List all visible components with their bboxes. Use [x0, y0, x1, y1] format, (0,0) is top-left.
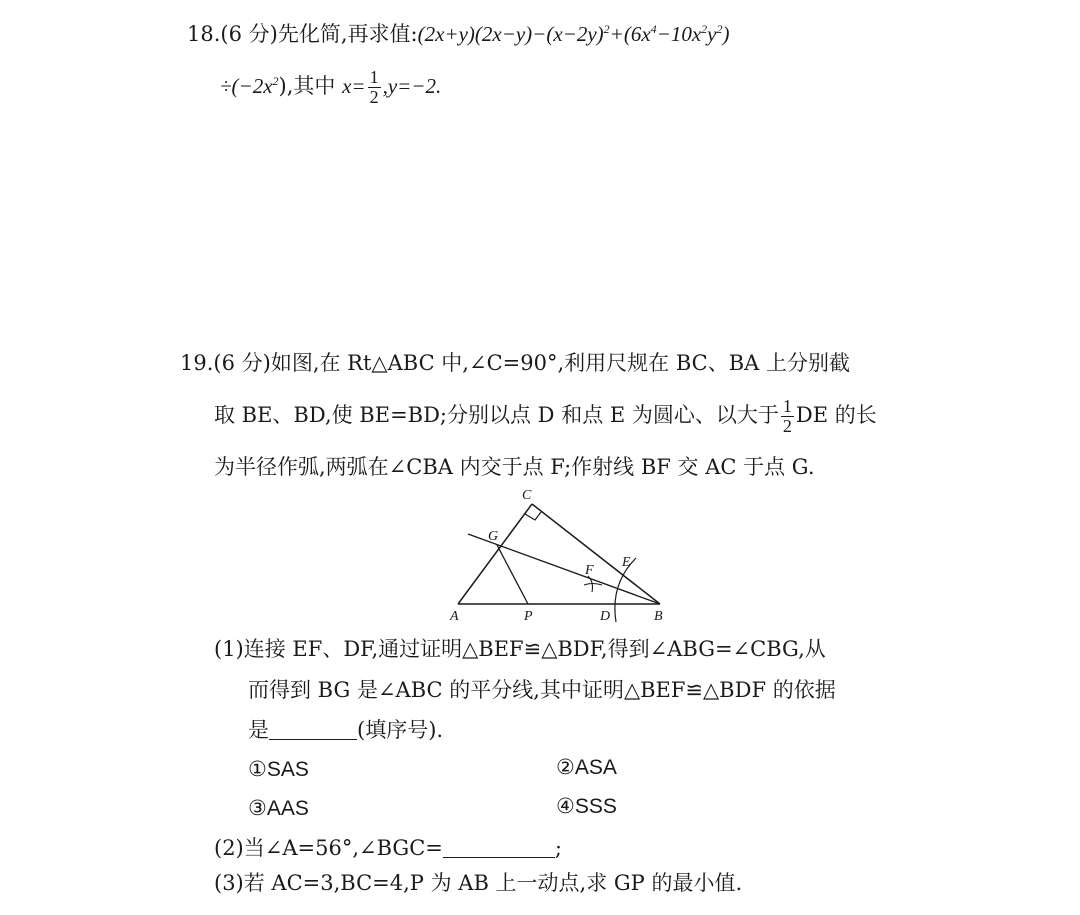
- option-3: ③AAS: [248, 797, 309, 820]
- q18-where: ),其中: [278, 73, 343, 98]
- q19-sub1-text-1: (1)连接 EF、DF,通过证明△BEF≌△BDF,得到∠ABG=∠CBG,从: [214, 637, 826, 661]
- q18-line-2: [220, 68, 441, 107]
- answer-blank-1[interactable]: [269, 719, 357, 740]
- q19-fraction: $\frac{1}{2}$: [782, 396, 792, 436]
- label-f: F: [585, 563, 594, 578]
- q19-sub1-text-2: 而得到 BG 是∠ABC 的平分线,其中证明△BEF≌△BDF 的依据: [248, 678, 836, 702]
- label-p: P: [524, 609, 533, 624]
- q18-score: (6 分): [220, 22, 278, 46]
- q19-score: (6 分): [213, 351, 271, 375]
- q19-sub1-text-3b: (填序号).: [357, 718, 444, 742]
- q18-number: 18.: [187, 22, 221, 46]
- side-ac: [458, 504, 532, 604]
- q19-sub1-text-3a: 是: [248, 718, 269, 742]
- q18-fraction: $\frac{1}{2}$: [369, 67, 379, 107]
- q19-sub1-line-3: [248, 718, 443, 743]
- label-e: E: [622, 555, 631, 570]
- side-bc: [532, 504, 660, 604]
- label-b: B: [654, 609, 663, 624]
- option-2: ②ASA: [556, 756, 617, 779]
- label-g: G: [488, 529, 499, 544]
- q18-intro: 先化简,再求值:: [277, 22, 418, 46]
- label-c: C: [522, 488, 532, 503]
- answer-blank-2[interactable]: [443, 837, 555, 858]
- q19-text-3: 为半径作弧,两弧在∠CBA 内交于点 F;作射线 BF 交 AC 于点 G.: [214, 455, 815, 479]
- q19-sub3-line: [214, 871, 742, 896]
- q18-line-1: [187, 22, 729, 47]
- option-1: ①SAS: [248, 758, 309, 781]
- q18-expr: $(2x+y)(2x-y)-(x-2y)^2+(6x^4-10x^2y^2)$: [417, 22, 730, 46]
- q19-sub1-line-2: [248, 678, 836, 703]
- q19-sub1-line-1: [214, 637, 826, 662]
- q19-sub2-line: [214, 836, 562, 861]
- right-angle-mark: [525, 512, 541, 520]
- ray-bf: [468, 534, 660, 604]
- q19-number: 19.: [180, 351, 214, 375]
- q19-text-2a: 取 BE、BD,使 BE=BD;分别以点 D 和点 E 为圆心、以大于: [214, 402, 779, 427]
- q19-line-2: [214, 397, 877, 436]
- q19-text-1: 如图,在 Rt△ABC 中,∠C=90°,利用尺规在 BC、BA 上分别截: [270, 351, 850, 375]
- label-a: A: [450, 609, 459, 624]
- q18-divisor: $\div(-2x^2$: [220, 73, 279, 98]
- q19-sub3-text: (3)若 AC=3,BC=4,P 为 AB 上一动点,求 GP 的最小值.: [214, 871, 743, 895]
- q19-sub2-text-b: ;: [554, 836, 562, 860]
- q19-line-3: [214, 455, 815, 480]
- label-d: D: [600, 609, 611, 624]
- q18-x-var: x=: [342, 73, 366, 98]
- q18-y-value: ,y=−2.: [382, 73, 442, 98]
- arc-f-2: [584, 584, 602, 586]
- geometry-figure: [440, 484, 700, 624]
- option-4: ④SSS: [556, 795, 617, 818]
- q19-text-2b: DE 的长: [795, 402, 877, 427]
- q19-sub2-text-a: (2)当∠A=56°,∠BGC=: [214, 836, 443, 860]
- q19-line-1: [180, 351, 850, 376]
